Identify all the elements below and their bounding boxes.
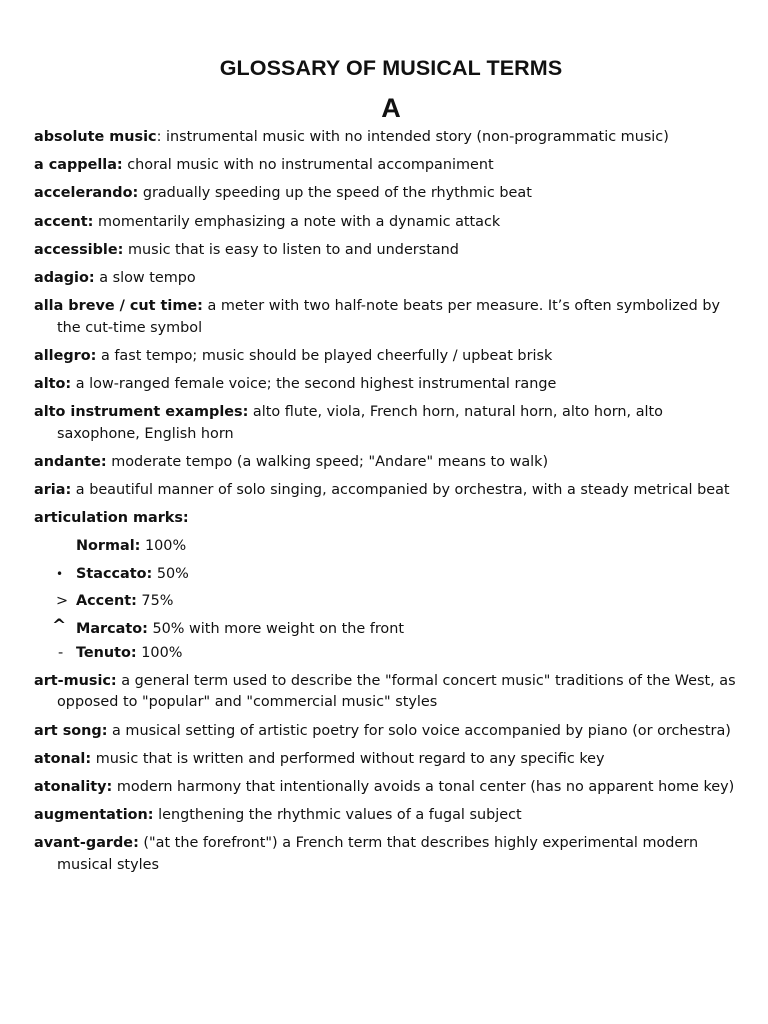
entry-definition: a low-ranged female voice; the second highest instrumental range xyxy=(75,376,557,392)
entry-definition: a meter with two half-note beats per measure. It’s often symbolized by the cut-time symbol xyxy=(57,298,720,336)
entry-definition: alto flute, viola, French horn, natural horn, alto horn, alto saxophone, English horn xyxy=(57,404,663,442)
bullet-dot-icon: • xyxy=(56,566,64,581)
glossary-entry xyxy=(34,805,748,827)
entry-definition: modern harmony that intentionally avoids a tonal center (has no apparent home key) xyxy=(116,779,735,795)
glossary-entries xyxy=(34,127,748,876)
entry-term: art song: xyxy=(34,722,108,739)
articulation-marks-list xyxy=(34,536,748,665)
articulation-mark-row xyxy=(34,615,748,641)
tenuto-dash-icon: - xyxy=(58,645,64,662)
entry-term: atonality: xyxy=(34,779,113,795)
entry-definition: gradually speeding up the speed of the rhythmic beat xyxy=(142,185,532,202)
entry-definition: a beautiful manner of solo singing, accompanied by orchestra, with a steady metrical beat xyxy=(75,482,730,499)
entry-term: andante: xyxy=(34,453,107,470)
glossary-entry xyxy=(34,212,748,234)
entry-definition: a slow tempo xyxy=(99,269,196,286)
entry-definition: lengthening the rhythmic values of a fugal subject xyxy=(158,807,522,824)
section-letter-heading: A xyxy=(381,93,401,123)
entry-term: art-music: xyxy=(34,672,117,689)
entry-definition: music that is easy to listen to and understand xyxy=(127,241,459,258)
glossary-entry xyxy=(34,183,748,205)
articulation-value: 50% with more weight on the front xyxy=(152,620,405,637)
articulation-value: 50% xyxy=(156,565,189,582)
glossary-entry xyxy=(34,155,748,177)
glossary-entry xyxy=(34,452,748,474)
articulation-term: Accent: xyxy=(76,593,137,610)
entry-term: absolute music xyxy=(34,129,157,145)
articulation-mark-row xyxy=(34,591,748,613)
entry-definition: a musical setting of artistic poetry for solo voice accompanied by piano (or orchestra) xyxy=(112,722,731,739)
entry-definition: instrumental music with no intended story (non-programmatic music) xyxy=(166,129,669,145)
entry-definition: a general term used to describe the "formal concert music" traditions of the West, as opposed to "popular" and "commercial music" styles xyxy=(57,672,736,711)
entry-term: accent: xyxy=(34,213,94,230)
entry-definition: music that is written and performed without regard to any specific key xyxy=(95,750,605,767)
entry-term: accessible: xyxy=(34,241,124,258)
glossary-entry xyxy=(34,833,748,876)
glossary-entry xyxy=(34,296,748,339)
glossary-entry xyxy=(34,268,748,290)
entry-term: avant-garde: xyxy=(34,835,139,852)
glossary-entry xyxy=(34,240,748,262)
entry-separator: : xyxy=(156,129,166,145)
articulation-term: Staccato: xyxy=(76,565,153,582)
entry-term: accelerando: xyxy=(34,185,139,202)
accent-mark-icon: > xyxy=(56,593,69,610)
glossary-entry xyxy=(34,777,748,799)
glossary-entry xyxy=(34,508,748,530)
articulation-mark-row xyxy=(34,536,748,558)
entry-term: alla breve / cut time: xyxy=(34,298,203,315)
glossary-entry xyxy=(34,402,748,445)
entry-definition: ("at the forefront") a French term that describes highly experimental modern musical styles xyxy=(57,835,699,873)
marcato-caret-icon: ^ xyxy=(52,615,67,636)
entry-definition: momentarily emphasizing a note with a dynamic attack xyxy=(98,213,501,230)
glossary-entry xyxy=(34,480,748,502)
entry-term: a cappella: xyxy=(34,157,123,174)
glossary-entry xyxy=(34,374,748,396)
entry-definition: a fast tempo; music should be played cheerfully / upbeat brisk xyxy=(100,347,553,364)
glossary-entry xyxy=(34,127,748,149)
entry-definition: choral music with no instrumental accompaniment xyxy=(127,157,494,174)
entry-term: aria: xyxy=(34,482,72,499)
articulation-term: Marcato: xyxy=(76,620,148,637)
articulation-value: 100% xyxy=(141,645,183,662)
articulation-value: 75% xyxy=(141,593,174,610)
glossary-entry xyxy=(34,346,748,368)
articulation-term: Tenuto: xyxy=(76,645,137,662)
glossary-entry xyxy=(34,749,748,771)
articulation-value: 100% xyxy=(145,538,187,555)
entry-term: alto instrument examples: xyxy=(34,404,249,421)
document-title: GLOSSARY OF MUSICAL TERMS xyxy=(219,56,563,80)
entry-term: adagio: xyxy=(34,269,95,286)
entry-definition: moderate tempo (a walking speed; "Andare" means to walk) xyxy=(111,453,549,470)
articulation-term: Normal: xyxy=(76,538,141,555)
entry-term: alto: xyxy=(34,376,72,392)
entry-term: articulation marks: xyxy=(34,510,189,527)
glossary-entry xyxy=(34,721,748,743)
glossary-entry xyxy=(34,671,748,714)
articulation-mark-row xyxy=(34,564,748,586)
entry-term: augmentation: xyxy=(34,807,154,824)
entry-term: atonal: xyxy=(34,750,92,767)
articulation-mark-row xyxy=(34,643,748,665)
entry-term: allegro: xyxy=(34,347,97,364)
